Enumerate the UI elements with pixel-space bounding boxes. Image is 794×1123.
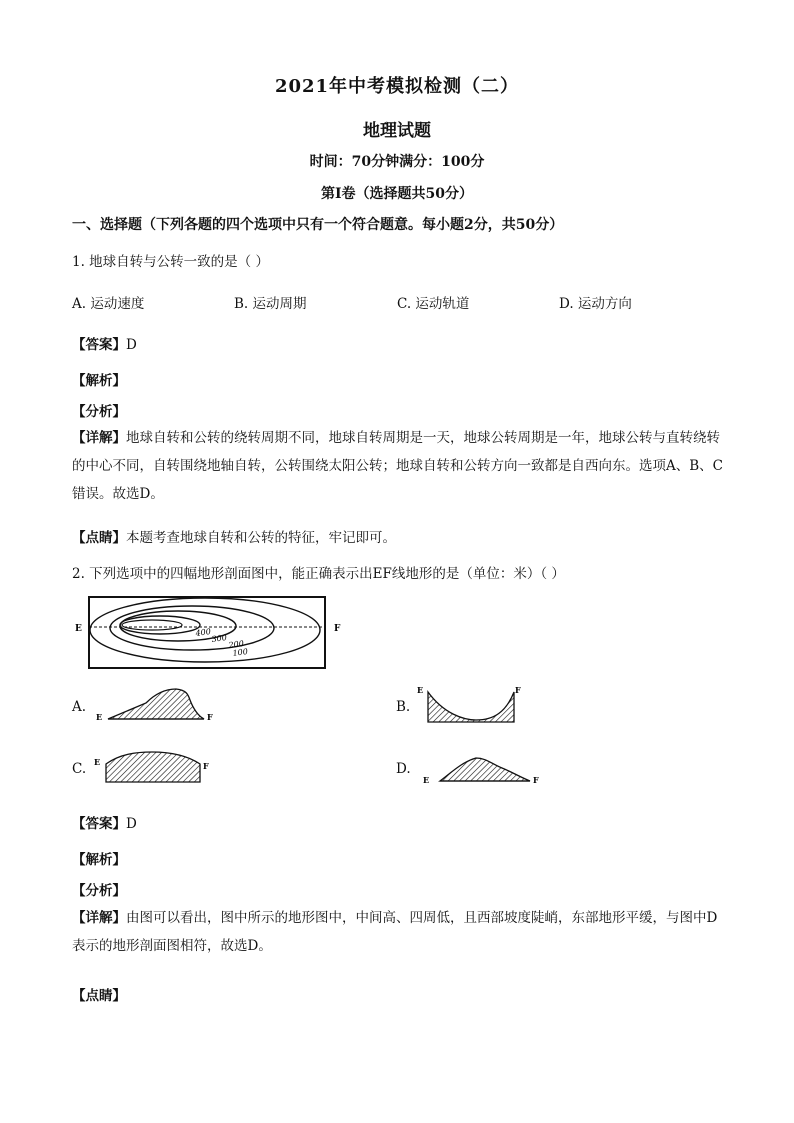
q2-option-d-letter: D. xyxy=(396,761,411,777)
q2-detail xyxy=(72,904,724,960)
profile-d-f: F xyxy=(533,775,539,785)
map-label-e: E xyxy=(75,624,82,634)
profile-c xyxy=(92,748,216,786)
profile-c-f: F xyxy=(203,761,209,771)
q2-fenxi-tag: 【分析】 xyxy=(72,883,126,899)
q1-detail-tag: 【详解】 xyxy=(72,430,126,446)
q1-detail xyxy=(72,424,724,508)
q2-comment-tag: 【点睛】 xyxy=(72,988,126,1004)
q1-answer-line xyxy=(72,333,137,353)
profile-a-e: E xyxy=(96,712,103,722)
q2-stem: 2. 下列选项中的四幅地形剖面图中，能正确表示出EF线地形的是（单位：米）（ ） xyxy=(72,566,565,582)
profile-c-e: E xyxy=(94,757,101,767)
contour-peak xyxy=(122,620,182,630)
q2-option-a-letter: A. xyxy=(72,699,87,715)
q1-fenxi-tag: 【分析】 xyxy=(72,404,126,420)
q1-comment xyxy=(72,526,396,546)
q2-option-b-letter: B. xyxy=(396,699,411,715)
q1-answer: D xyxy=(126,337,137,353)
q1-option-d: D. 运动方向 xyxy=(559,296,632,312)
q2-option-c-letter: C. xyxy=(72,761,87,777)
profile-b xyxy=(414,684,530,726)
contour-200 xyxy=(110,606,274,650)
q1-stem: 1. 地球自转与公转一致的是（ ） xyxy=(72,254,269,270)
profile-b-f: F xyxy=(515,685,521,695)
subject-title: 地理试题 xyxy=(363,121,431,141)
time-score: 时间：70分钟满分：100分 xyxy=(309,154,485,170)
exam-title: 2021年中考模拟检测（二） xyxy=(274,76,520,97)
q1-comment-tag: 【点睛】 xyxy=(72,530,126,546)
volume-title: 第Ⅰ卷（选择题共50分） xyxy=(320,186,474,202)
q2-analysis-tag: 【解析】 xyxy=(72,852,126,868)
section-heading: 一、选择题（下列各题的四个选项中只有一个符合题意。每小题2分，共50分） xyxy=(72,217,564,233)
contour-map xyxy=(72,594,362,674)
contour-label-200: 200 xyxy=(228,638,245,650)
contour-label-100: 100 xyxy=(232,646,249,658)
profile-a-f: F xyxy=(207,712,213,722)
profile-d-e: E xyxy=(423,775,430,785)
q1-option-b: B. 运动周期 xyxy=(234,296,307,312)
profile-d xyxy=(420,752,544,786)
q1-analysis-tag: 【解析】 xyxy=(72,373,126,389)
q2-answer: D xyxy=(126,816,137,832)
q2-answer-tag: 【答案】 xyxy=(72,816,126,832)
q1-detail-text: 地球自转和公转的绕转周期不同，地球自转周期是一天，地球公转周期是一年，地球公转与直转绕转的中心不同，自转围绕地轴自转，公转围绕太阳公转；地球自转和公转方向一致都是自西向东。选项A、B、C错误。故选D。 xyxy=(72,430,723,502)
contour-label-400: 400 xyxy=(195,626,212,638)
q2-detail-text: 由图可以看出，图中所示的地形图中，中间高、四周低，且西部坡度陡峭，东部地形平缓，与图中D表示的地形剖面图相符，故选D。 xyxy=(72,910,718,954)
q1-option-c: C. 运动轨道 xyxy=(397,296,470,312)
q1-option-a: A. 运动速度 xyxy=(72,296,145,312)
q2-detail-tag: 【详解】 xyxy=(72,910,126,926)
contour-label-300: 300 xyxy=(211,632,228,644)
q2-answer-line xyxy=(72,812,137,832)
contour-400 xyxy=(120,616,200,634)
profile-b-e: E xyxy=(417,685,424,695)
map-label-f: F xyxy=(334,624,341,634)
q1-comment-text: 本题考查地球自转和公转的特征，牢记即可。 xyxy=(126,530,396,546)
q1-answer-tag: 【答案】 xyxy=(72,337,126,353)
profile-a xyxy=(94,686,218,724)
